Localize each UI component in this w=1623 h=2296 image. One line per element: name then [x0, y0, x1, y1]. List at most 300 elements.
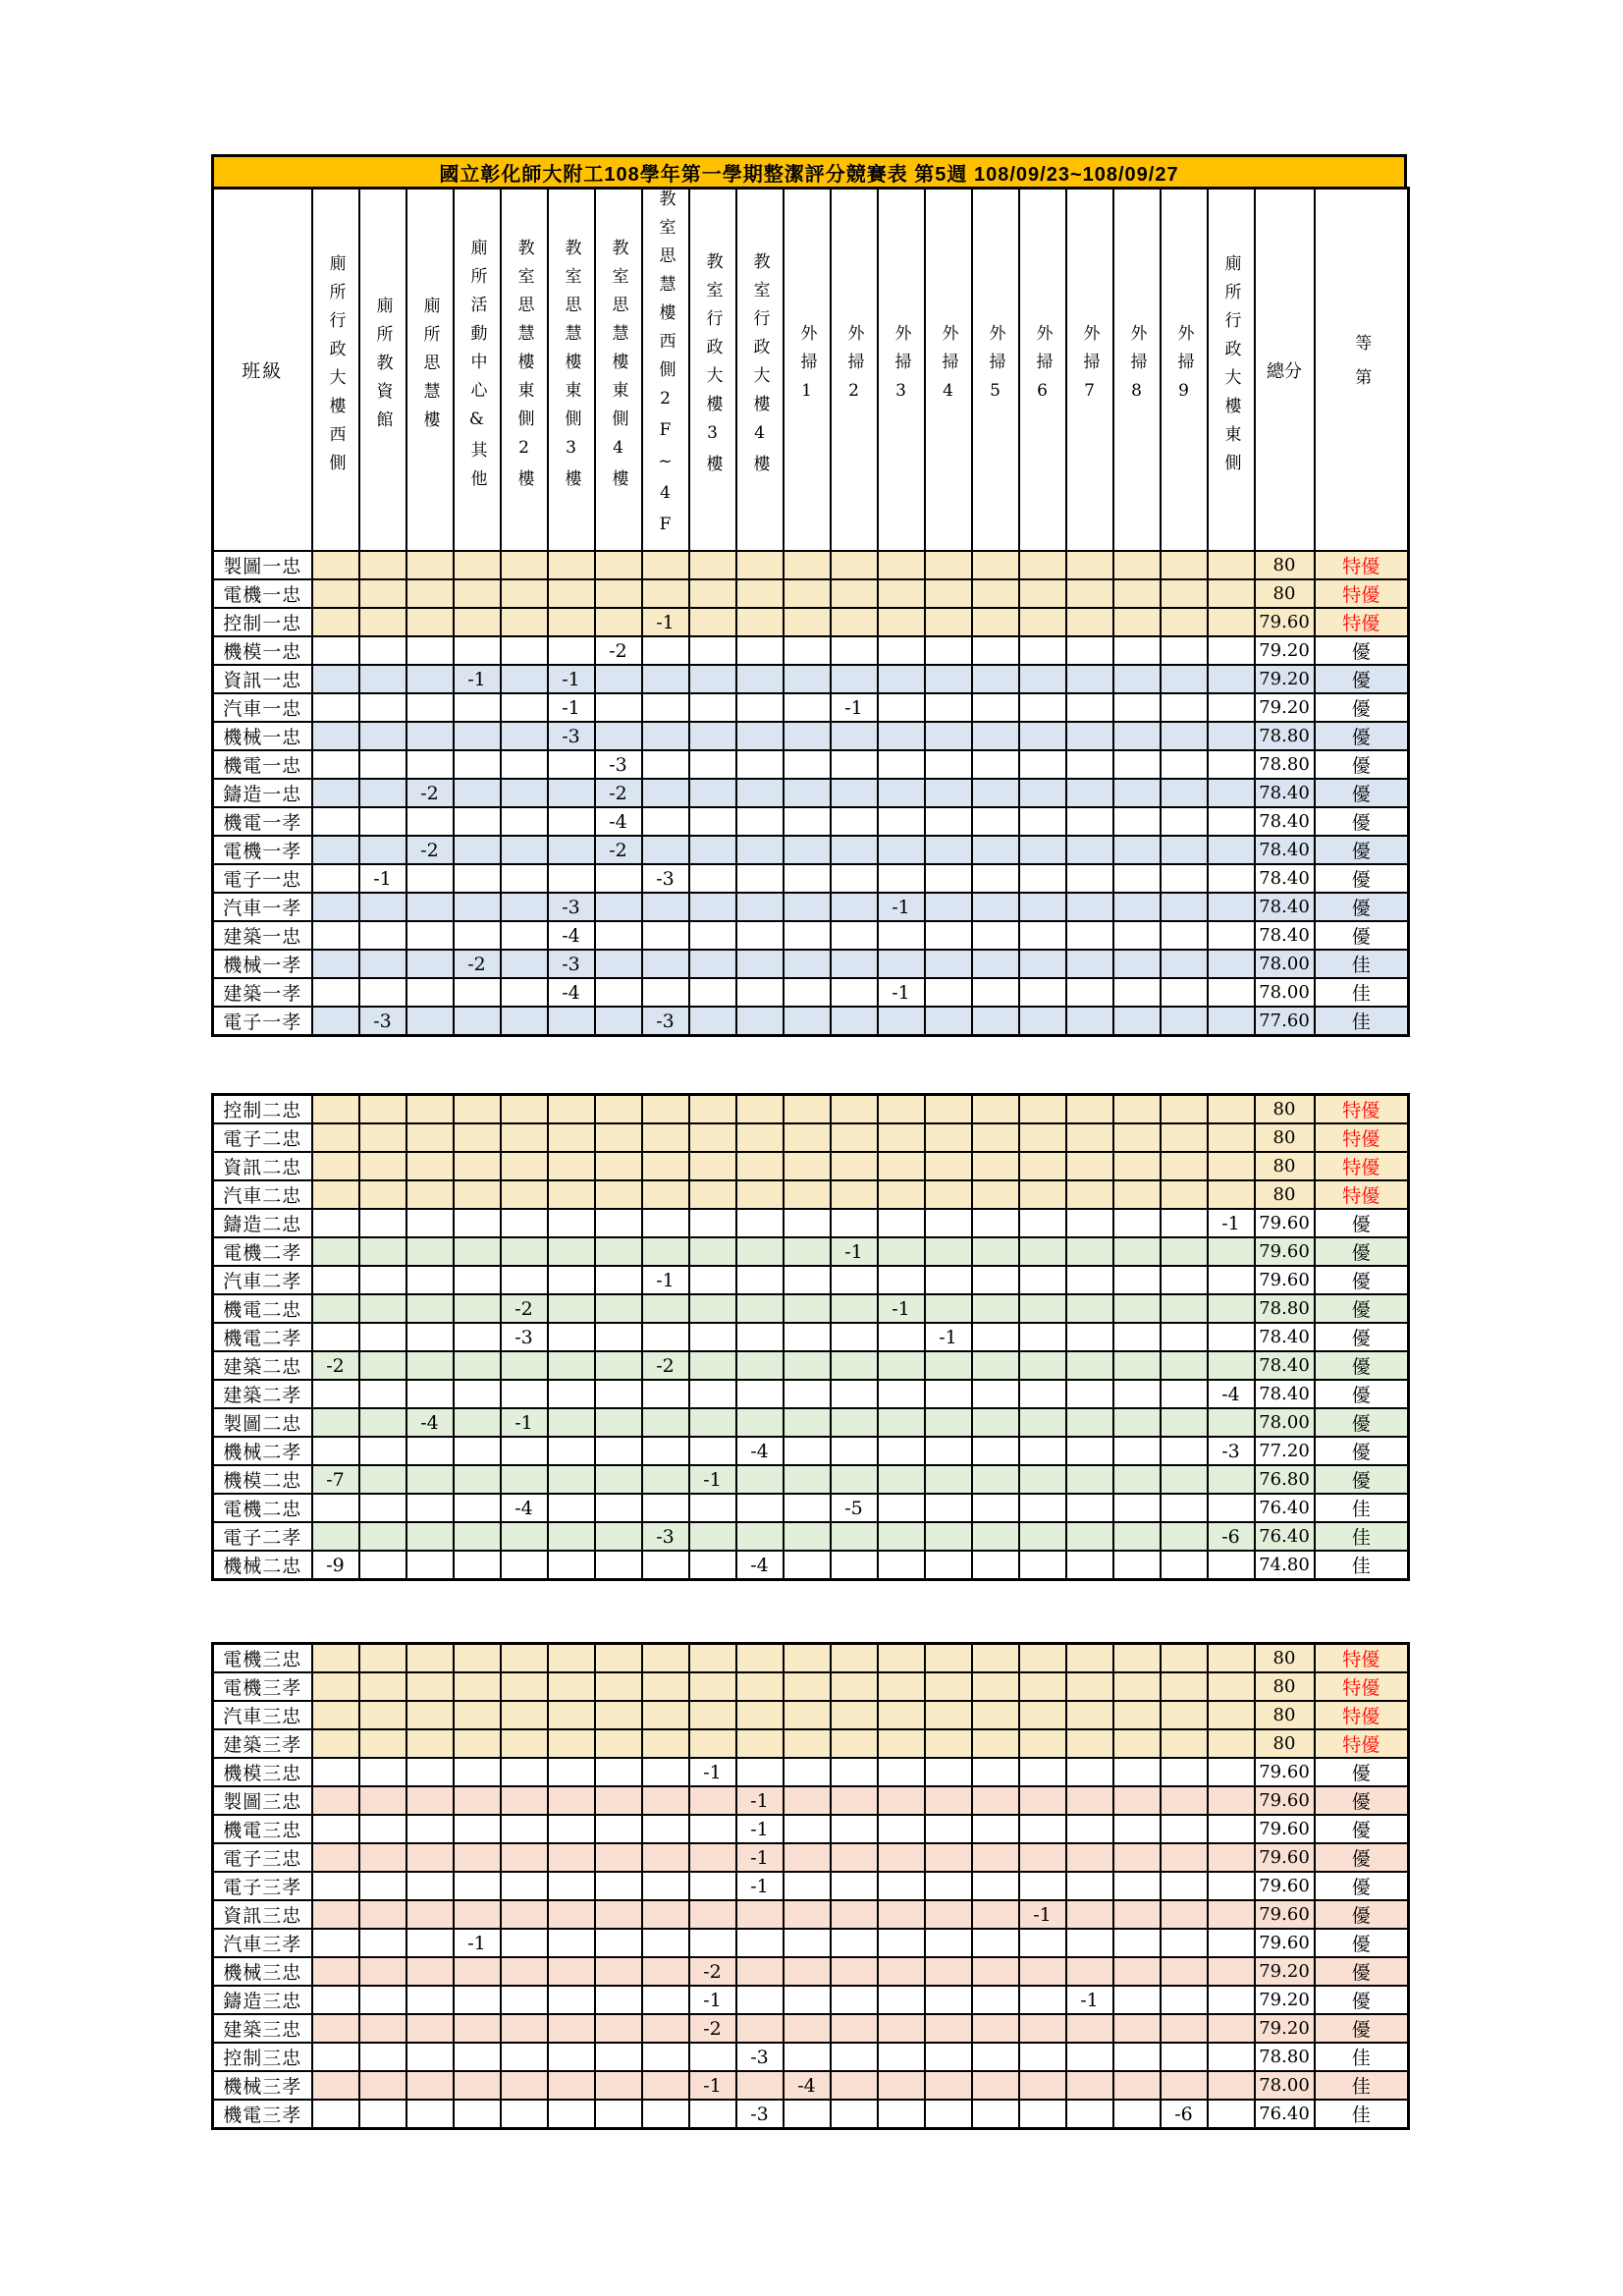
- penalty-cell: [736, 1266, 784, 1294]
- grade-cell: 特優: [1315, 608, 1409, 636]
- penalty-cell: [925, 1266, 972, 1294]
- class-name: 機械三孝: [213, 2071, 312, 2100]
- total-score: 78.00: [1255, 950, 1315, 978]
- penalty-cell: [406, 722, 454, 750]
- penalty-cell: [1161, 551, 1208, 579]
- penalty-cell: [878, 864, 925, 893]
- penalty-cell: [595, 2014, 642, 2043]
- penalty-cell: [595, 1929, 642, 1957]
- class-name: 汽車三忠: [213, 1701, 312, 1729]
- class-row: [213, 636, 1409, 665]
- penalty-cell: [831, 2100, 878, 2129]
- penalty-cell: [642, 950, 689, 978]
- penalty-cell: [595, 1408, 642, 1437]
- penalty-cell: [312, 950, 359, 978]
- penalty-cell: [406, 2014, 454, 2043]
- penalty-cell: [501, 893, 548, 921]
- penalty-cell: -1: [689, 1758, 736, 1786]
- penalty-cell: [689, 1786, 736, 1815]
- penalty-cell: [359, 1929, 406, 1957]
- class-row: [213, 1323, 1409, 1351]
- penalty-cell: -1: [454, 1929, 501, 1957]
- penalty-cell: [642, 1323, 689, 1351]
- penalty-cell: [312, 1929, 359, 1957]
- penalty-cell: [1161, 750, 1208, 779]
- penalty-cell: [878, 2014, 925, 2043]
- grade-cell: 特優: [1315, 579, 1409, 608]
- penalty-cell: [972, 1929, 1019, 1957]
- penalty-cell: [548, 750, 595, 779]
- penalty-cell: [642, 1494, 689, 1522]
- penalty-cell: [972, 1986, 1019, 2014]
- penalty-cell: [1066, 1123, 1113, 1152]
- class-name: 鑄造一忠: [213, 779, 312, 807]
- penalty-cell: [1208, 1986, 1255, 2014]
- penalty-cell: [1019, 1672, 1066, 1701]
- penalty-cell: [406, 1986, 454, 2014]
- penalty-cell: [501, 779, 548, 807]
- penalty-cell: [878, 1957, 925, 1986]
- penalty-cell: [925, 636, 972, 665]
- penalty-cell: [454, 1843, 501, 1872]
- penalty-cell: [1113, 1672, 1161, 1701]
- header-grade: 等第: [1315, 189, 1409, 552]
- penalty-cell: [878, 551, 925, 579]
- total-score: 79.60: [1255, 1209, 1315, 1237]
- grade-cell: 優: [1315, 1872, 1409, 1900]
- class-name: 機電一忠: [213, 750, 312, 779]
- penalty-cell: [1019, 1551, 1066, 1580]
- penalty-cell: -1: [878, 893, 925, 921]
- penalty-cell: [548, 1095, 595, 1124]
- sheet-title: 國立彰化師大附工108學年第一學期整潔評分競賽表 第5週 108/09/23~108/09/27: [211, 154, 1407, 187]
- penalty-cell: [359, 1644, 406, 1673]
- penalty-cell: [501, 693, 548, 722]
- penalty-cell: [501, 1900, 548, 1929]
- penalty-cell: [1208, 1408, 1255, 1437]
- penalty-cell: [312, 1900, 359, 1929]
- penalty-cell: [1208, 1237, 1255, 1266]
- penalty-cell: [312, 1701, 359, 1729]
- penalty-cell: [925, 1929, 972, 1957]
- penalty-cell: [1161, 2043, 1208, 2071]
- penalty-cell: [736, 1494, 784, 1522]
- penalty-cell: [642, 1701, 689, 1729]
- penalty-cell: [595, 1551, 642, 1580]
- penalty-cell: [831, 1786, 878, 1815]
- penalty-cell: [454, 2043, 501, 2071]
- class-name: 電機二忠: [213, 1494, 312, 1522]
- penalty-cell: [925, 921, 972, 950]
- penalty-cell: [1066, 1437, 1113, 1465]
- header-penalty-col-9: 教室行政大樓3樓: [689, 189, 736, 552]
- grade-cell: 優: [1315, 1294, 1409, 1323]
- penalty-cell: [548, 1986, 595, 2014]
- grade-cell: 優: [1315, 1929, 1409, 1957]
- penalty-cell: [689, 1323, 736, 1351]
- penalty-cell: [454, 2100, 501, 2129]
- penalty-cell: [454, 722, 501, 750]
- penalty-cell: [359, 807, 406, 836]
- penalty-cell: [972, 1123, 1019, 1152]
- penalty-cell: [1019, 1986, 1066, 2014]
- penalty-cell: [548, 836, 595, 864]
- penalty-cell: [1066, 1180, 1113, 1209]
- penalty-cell: [784, 1180, 831, 1209]
- penalty-cell: [736, 1929, 784, 1957]
- penalty-cell: [406, 1929, 454, 1957]
- penalty-cell: [1208, 2071, 1255, 2100]
- penalty-cell: [454, 1437, 501, 1465]
- penalty-cell: [642, 1180, 689, 1209]
- penalty-cell: [689, 1872, 736, 1900]
- class-name: 資訊一忠: [213, 665, 312, 693]
- penalty-cell: [736, 579, 784, 608]
- penalty-cell: [972, 2043, 1019, 2071]
- penalty-cell: [784, 722, 831, 750]
- penalty-cell: [501, 1380, 548, 1408]
- total-score: 80: [1255, 1672, 1315, 1701]
- penalty-cell: [831, 921, 878, 950]
- penalty-cell: [972, 1957, 1019, 1986]
- penalty-cell: [1019, 1007, 1066, 1036]
- penalty-cell: [548, 807, 595, 836]
- penalty-cell: [925, 2014, 972, 2043]
- penalty-cell: [595, 1266, 642, 1294]
- penalty-cell: [595, 1237, 642, 1266]
- penalty-cell: [1208, 1957, 1255, 1986]
- penalty-cell: -4: [736, 1437, 784, 1465]
- penalty-cell: [359, 1672, 406, 1701]
- penalty-cell: [359, 836, 406, 864]
- penalty-cell: [595, 1729, 642, 1758]
- grade-cell: 優: [1315, 1408, 1409, 1437]
- penalty-cell: [454, 1323, 501, 1351]
- class-name: 機電二忠: [213, 1294, 312, 1323]
- penalty-cell: [1161, 1209, 1208, 1237]
- penalty-cell: [1019, 1266, 1066, 1294]
- penalty-cell: [736, 864, 784, 893]
- penalty-cell: [1113, 2043, 1161, 2071]
- total-score: 79.20: [1255, 1957, 1315, 1986]
- penalty-cell: -1: [878, 1294, 925, 1323]
- penalty-cell: [972, 1701, 1019, 1729]
- class-name: 建築二忠: [213, 1351, 312, 1380]
- penalty-cell: [1019, 1323, 1066, 1351]
- penalty-cell: [1161, 921, 1208, 950]
- penalty-cell: [595, 579, 642, 608]
- penalty-cell: [501, 2071, 548, 2100]
- header-penalty-col-16: 外掃6: [1019, 189, 1066, 552]
- penalty-cell: [1019, 2014, 1066, 2043]
- penalty-cell: [1019, 1522, 1066, 1551]
- penalty-cell: [1208, 636, 1255, 665]
- penalty-cell: [1113, 1209, 1161, 1237]
- class-row: [213, 921, 1409, 950]
- penalty-cell: [548, 1007, 595, 1036]
- penalty-cell: [1161, 807, 1208, 836]
- penalty-cell: [1113, 1522, 1161, 1551]
- penalty-cell: [831, 1701, 878, 1729]
- penalty-cell: [878, 1701, 925, 1729]
- class-name: 電機一忠: [213, 579, 312, 608]
- penalty-cell: [454, 978, 501, 1007]
- penalty-cell: [878, 807, 925, 836]
- penalty-cell: [1066, 1929, 1113, 1957]
- grade-cell: 優: [1315, 1815, 1409, 1843]
- penalty-cell: [595, 2043, 642, 2071]
- total-score: 77.20: [1255, 1437, 1315, 1465]
- penalty-cell: [642, 807, 689, 836]
- penalty-cell: [359, 1437, 406, 1465]
- class-name: 鑄造二忠: [213, 1209, 312, 1237]
- penalty-cell: [1208, 1929, 1255, 1957]
- penalty-cell: [548, 1644, 595, 1673]
- penalty-cell: [501, 864, 548, 893]
- penalty-cell: [548, 1408, 595, 1437]
- class-row: [213, 1900, 1409, 1929]
- grade-cell: 優: [1315, 750, 1409, 779]
- grade-cell: 優: [1315, 807, 1409, 836]
- penalty-cell: [454, 1815, 501, 1843]
- penalty-cell: [831, 665, 878, 693]
- penalty-cell: [1161, 864, 1208, 893]
- penalty-cell: [1019, 608, 1066, 636]
- penalty-cell: [1113, 636, 1161, 665]
- penalty-cell: [689, 1123, 736, 1152]
- penalty-cell: [1066, 1522, 1113, 1551]
- penalty-cell: [972, 893, 1019, 921]
- penalty-cell: [831, 1843, 878, 1872]
- penalty-cell: [1113, 1872, 1161, 1900]
- penalty-cell: [1161, 608, 1208, 636]
- penalty-cell: [972, 636, 1019, 665]
- penalty-cell: [595, 1465, 642, 1494]
- class-name: 機械一孝: [213, 950, 312, 978]
- penalty-cell: [736, 921, 784, 950]
- penalty-cell: [1113, 1644, 1161, 1673]
- class-row: [213, 2100, 1409, 2129]
- penalty-cell: [1161, 1294, 1208, 1323]
- penalty-cell: [595, 921, 642, 950]
- penalty-cell: [1208, 1843, 1255, 1872]
- penalty-cell: [406, 1237, 454, 1266]
- penalty-cell: [595, 1209, 642, 1237]
- penalty-cell: [972, 2071, 1019, 2100]
- penalty-cell: [1113, 1551, 1161, 1580]
- class-row: [213, 1701, 1409, 1729]
- penalty-cell: [972, 807, 1019, 836]
- penalty-cell: [1161, 722, 1208, 750]
- penalty-cell: [312, 1986, 359, 2014]
- penalty-cell: [359, 1900, 406, 1929]
- class-name: 汽車一忠: [213, 693, 312, 722]
- penalty-cell: [831, 864, 878, 893]
- class-row: [213, 608, 1409, 636]
- grade-cell: 優: [1315, 1323, 1409, 1351]
- penalty-cell: [501, 1465, 548, 1494]
- penalty-cell: -2: [406, 836, 454, 864]
- penalty-cell: [406, 2100, 454, 2129]
- penalty-cell: [1208, 1007, 1255, 1036]
- penalty-cell: [1161, 579, 1208, 608]
- penalty-cell: [831, 1209, 878, 1237]
- penalty-cell: [972, 1351, 1019, 1380]
- penalty-cell: [878, 1237, 925, 1266]
- penalty-cell: -1: [689, 2071, 736, 2100]
- penalty-cell: [1113, 1437, 1161, 1465]
- penalty-cell: [1019, 1786, 1066, 1815]
- penalty-cell: [1161, 1152, 1208, 1180]
- grade-cell: 佳: [1315, 1551, 1409, 1580]
- header-penalty-col-18: 外掃8: [1113, 189, 1161, 552]
- penalty-cell: [642, 1900, 689, 1929]
- grade-cell: 優: [1315, 893, 1409, 921]
- penalty-cell: [689, 1152, 736, 1180]
- penalty-cell: -4: [548, 921, 595, 950]
- penalty-cell: [359, 1986, 406, 2014]
- header-row: [213, 189, 1409, 552]
- total-score: 80: [1255, 1701, 1315, 1729]
- penalty-cell: [548, 1209, 595, 1237]
- penalty-cell: [1113, 1294, 1161, 1323]
- grade-cell: 優: [1315, 693, 1409, 722]
- penalty-cell: [1161, 1266, 1208, 1294]
- penalty-cell: [736, 1323, 784, 1351]
- grade-cell: 特優: [1315, 1672, 1409, 1701]
- penalty-cell: [548, 1152, 595, 1180]
- penalty-cell: [312, 1237, 359, 1266]
- penalty-cell: [736, 1351, 784, 1380]
- penalty-cell: [1208, 1494, 1255, 1522]
- penalty-cell: [548, 2043, 595, 2071]
- penalty-cell: [1066, 1551, 1113, 1580]
- penalty-cell: [689, 579, 736, 608]
- penalty-cell: [1113, 1701, 1161, 1729]
- class-row: [213, 2071, 1409, 2100]
- penalty-cell: [736, 1180, 784, 1209]
- penalty-cell: [642, 693, 689, 722]
- penalty-cell: [878, 1672, 925, 1701]
- penalty-cell: [831, 2043, 878, 2071]
- penalty-cell: [642, 978, 689, 1007]
- class-row: [213, 1522, 1409, 1551]
- penalty-cell: [831, 1323, 878, 1351]
- penalty-cell: [878, 722, 925, 750]
- penalty-cell: [1161, 665, 1208, 693]
- class-name: 電子三孝: [213, 1872, 312, 1900]
- penalty-cell: [1161, 1758, 1208, 1786]
- penalty-cell: [1066, 1323, 1113, 1351]
- penalty-cell: [784, 1522, 831, 1551]
- penalty-cell: [784, 836, 831, 864]
- class-row: [213, 1007, 1409, 1036]
- penalty-cell: [1113, 921, 1161, 950]
- grade-cell: 優: [1315, 1437, 1409, 1465]
- penalty-cell: [642, 1672, 689, 1701]
- penalty-cell: [501, 978, 548, 1007]
- penalty-cell: [1019, 1351, 1066, 1380]
- penalty-cell: [972, 1729, 1019, 1758]
- penalty-cell: [784, 1408, 831, 1437]
- penalty-cell: [454, 807, 501, 836]
- penalty-cell: [1066, 1237, 1113, 1266]
- penalty-cell: [925, 1986, 972, 2014]
- penalty-cell: [1066, 836, 1113, 864]
- class-name: 機模三忠: [213, 1758, 312, 1786]
- penalty-cell: [925, 1152, 972, 1180]
- penalty-cell: -2: [406, 779, 454, 807]
- penalty-cell: [1161, 1351, 1208, 1380]
- penalty-cell: [454, 1152, 501, 1180]
- penalty-cell: [406, 693, 454, 722]
- penalty-cell: [642, 551, 689, 579]
- penalty-cell: -3: [642, 1522, 689, 1551]
- penalty-cell: [359, 1701, 406, 1729]
- penalty-cell: [1161, 1095, 1208, 1124]
- penalty-cell: [925, 2100, 972, 2129]
- penalty-cell: [595, 1437, 642, 1465]
- penalty-cell: [548, 864, 595, 893]
- grade-cell: 優: [1315, 779, 1409, 807]
- penalty-cell: [406, 1209, 454, 1237]
- class-row: [213, 1437, 1409, 1465]
- penalty-cell: [925, 1701, 972, 1729]
- penalty-cell: [501, 1986, 548, 2014]
- total-score: 78.00: [1255, 2071, 1315, 2100]
- class-name: 電機一孝: [213, 836, 312, 864]
- grade-cell: 優: [1315, 864, 1409, 893]
- penalty-cell: [972, 665, 1019, 693]
- penalty-cell: [972, 1437, 1019, 1465]
- penalty-cell: [595, 1095, 642, 1124]
- penalty-cell: [1208, 864, 1255, 893]
- penalty-cell: [1208, 1644, 1255, 1673]
- penalty-cell: [1208, 1701, 1255, 1729]
- penalty-cell: -1: [736, 1843, 784, 1872]
- penalty-cell: [1161, 1323, 1208, 1351]
- penalty-cell: [1066, 665, 1113, 693]
- penalty-cell: [359, 2043, 406, 2071]
- penalty-cell: [689, 1408, 736, 1437]
- penalty-cell: [689, 636, 736, 665]
- header-penalty-col-10: 教室行政大樓4樓: [736, 189, 784, 552]
- penalty-cell: [359, 2071, 406, 2100]
- penalty-cell: [1019, 1408, 1066, 1437]
- penalty-cell: [972, 608, 1019, 636]
- penalty-cell: [1066, 608, 1113, 636]
- penalty-cell: [972, 1095, 1019, 1124]
- penalty-cell: [454, 750, 501, 779]
- penalty-cell: [454, 1465, 501, 1494]
- penalty-cell: [925, 2043, 972, 2071]
- penalty-cell: [1113, 2014, 1161, 2043]
- penalty-cell: [359, 1380, 406, 1408]
- grade-cell: 優: [1315, 722, 1409, 750]
- penalty-cell: [972, 779, 1019, 807]
- penalty-cell: [1019, 779, 1066, 807]
- penalty-cell: [595, 1123, 642, 1152]
- penalty-cell: [878, 1929, 925, 1957]
- penalty-cell: [831, 636, 878, 665]
- penalty-cell: [736, 1986, 784, 2014]
- penalty-cell: [1161, 1237, 1208, 1266]
- grade-cell: 優: [1315, 1351, 1409, 1380]
- penalty-cell: [595, 1957, 642, 1986]
- penalty-cell: [925, 836, 972, 864]
- penalty-cell: [1113, 1729, 1161, 1758]
- penalty-cell: [878, 1209, 925, 1237]
